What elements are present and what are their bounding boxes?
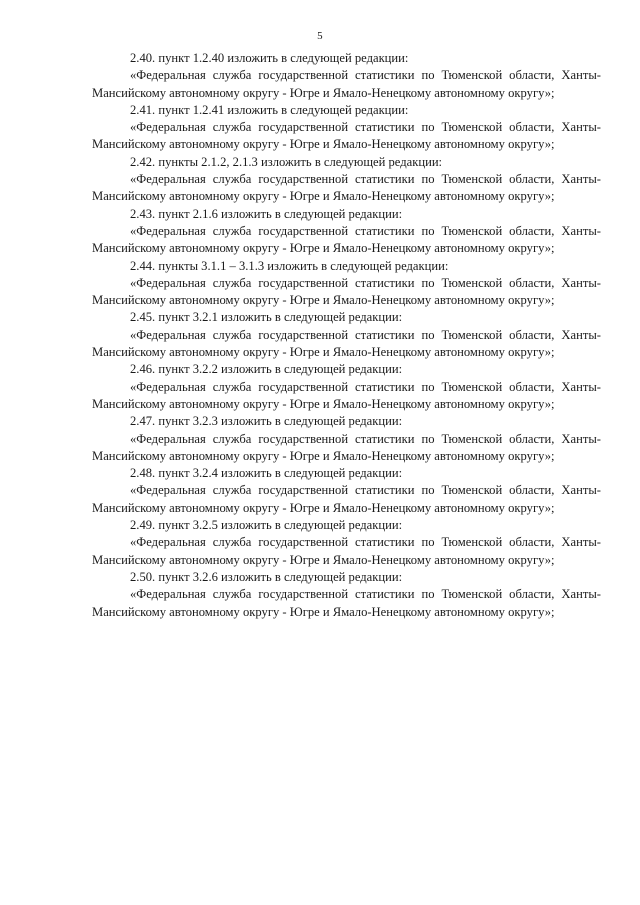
- amendment-text: «Федеральная служба государственной статистики по Тюменской области, Ханты-Мансийскому автономному округу - Югре и Ямало-Ненецкому автономному округу»;: [92, 483, 601, 515]
- amendment-text: «Федеральная служба государственной статистики по Тюменской области, Ханты-Мансийскому автономному округу - Югре и Ямало-Ненецкому автономному округу»;: [92, 120, 601, 152]
- amendment-heading: 2.42. пункты 2.1.2, 2.1.3 изложить в следующей редакции:: [130, 154, 443, 169]
- amendment-item: [92, 413, 601, 465]
- amendment-item: [92, 206, 601, 258]
- amendment-item: [92, 465, 601, 517]
- amendment-item: [92, 102, 601, 154]
- amendment-heading: 2.46. пункт 3.2.2 изложить в следующей редакции:: [130, 362, 403, 377]
- amendment-heading: 2.49. пункт 3.2.5 изложить в следующей редакции:: [130, 518, 403, 533]
- amendment-text: «Федеральная служба государственной статистики по Тюменской области, Ханты-Мансийскому автономному округу - Югре и Ямало-Ненецкому автономному округу»;: [92, 275, 601, 308]
- amendment-heading: 2.47. пункт 3.2.3 изложить в следующей редакции:: [130, 414, 403, 429]
- amendment-item: [92, 50, 601, 102]
- amendment-item: [92, 309, 601, 361]
- amendment-item: [92, 361, 601, 413]
- amendment-text: «Федеральная служба государственной статистики по Тюменской области, Ханты-Мансийскому автономному округу - Югре и Ямало-Ненецкому автономному округу»;: [92, 68, 601, 100]
- amendment-item: [92, 517, 601, 569]
- amendment-heading: 2.50. пункт 3.2.6 изложить в следующей редакции:: [130, 569, 403, 584]
- amendment-item: [92, 569, 601, 621]
- amendment-heading: 2.48. пункт 3.2.4 изложить в следующей редакции:: [130, 466, 403, 481]
- amendment-text: «Федеральная служба государственной статистики по Тюменской области, Ханты-Мансийскому автономному округу - Югре и Ямало-Ненецкому автономному округу»;: [92, 172, 601, 204]
- amendment-text: «Федеральная служба государственной статистики по Тюменской области, Ханты-Мансийскому автономному округу - Югре и Ямало-Ненецкому автономному округу»;: [92, 379, 601, 411]
- amendment-heading: 2.44. пункты 3.1.1 – 3.1.3 изложить в следующей редакции:: [130, 258, 449, 273]
- page-number: 5: [317, 30, 323, 42]
- amendment-text: «Федеральная служба государственной статистики по Тюменской области, Ханты-Мансийскому автономному округу - Югре и Ямало-Ненецкому автономному округу»;: [92, 587, 601, 619]
- amendment-heading: 2.40. пункт 1.2.40 изложить в следующей редакции:: [130, 51, 409, 65]
- document-body: [92, 50, 601, 621]
- amendment-item: [92, 154, 601, 206]
- amendment-text: «Федеральная служба государственной статистики по Тюменской области, Ханты-Мансийскому автономному округу - Югре и Ямало-Ненецкому автономному округу»;: [92, 431, 601, 463]
- amendment-text: «Федеральная служба государственной статистики по Тюменской области, Ханты-Мансийскому автономному округу - Югре и Ямало-Ненецкому автономному округу»;: [92, 223, 601, 256]
- amendment-heading: 2.41. пункт 1.2.41 изложить в следующей редакции:: [130, 102, 409, 117]
- amendment-heading: 2.45. пункт 3.2.1 изложить в следующей редакции:: [130, 310, 403, 325]
- amendment-text: «Федеральная служба государственной статистики по Тюменской области, Ханты-Мансийскому автономному округу - Югре и Ямало-Ненецкому автономному округу»;: [92, 535, 601, 567]
- amendment-item: [92, 258, 601, 310]
- amendment-text: «Федеральная служба государственной статистики по Тюменской области, Ханты-Мансийскому автономному округу - Югре и Ямало-Ненецкому автономному округу»;: [92, 327, 601, 360]
- amendment-heading: 2.43. пункт 2.1.6 изложить в следующей редакции:: [130, 206, 403, 221]
